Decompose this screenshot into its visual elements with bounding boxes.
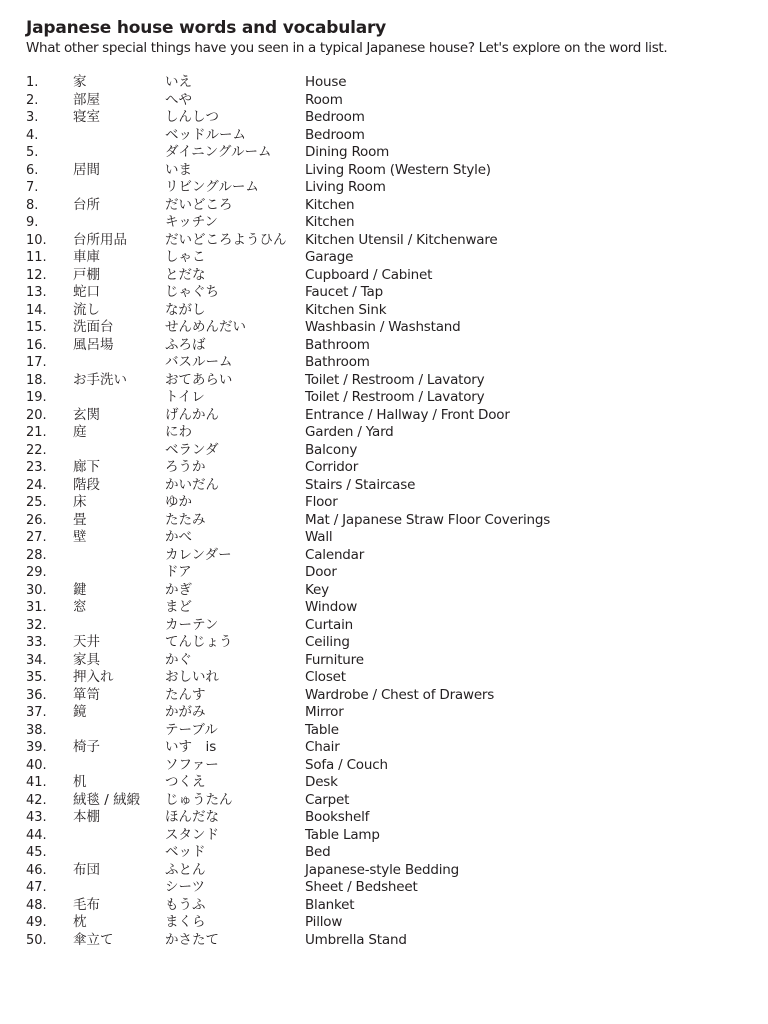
item-kana: しゃこ [165, 249, 206, 265]
item-kana: テーブル [165, 721, 218, 738]
item-kana: かぎ [165, 581, 192, 598]
item-english: Kitchen [305, 214, 355, 230]
item-kanji: 戸棚 [73, 266, 100, 283]
item-kana: いえ [165, 74, 192, 90]
item-kana: ベッド [165, 844, 206, 860]
list-item [0, 144, 768, 162]
item-english: Corridor [305, 459, 359, 475]
item-kana: げんかん [165, 406, 219, 423]
item-number: 49. [26, 915, 47, 930]
item-number: 40. [26, 757, 47, 773]
item-kanji: 天井 [73, 634, 100, 650]
item-number: 18. [26, 372, 47, 388]
item-number: 17. [26, 355, 47, 370]
item-kana: かさたて [165, 931, 219, 948]
item-number: 4. [26, 127, 39, 143]
item-number: 33. [26, 635, 47, 650]
list-item [0, 774, 768, 792]
list-item [0, 617, 768, 635]
list-item [0, 424, 768, 442]
item-english: Furniture [305, 651, 364, 668]
item-english: House [305, 74, 347, 90]
item-kanji: 玄関 [73, 406, 100, 423]
item-kanji: 押入れ [73, 669, 114, 685]
item-number: 16. [26, 337, 47, 353]
item-kana: かぐ [165, 651, 192, 668]
item-kana: ベッドルーム [165, 126, 246, 143]
list-item [0, 232, 768, 250]
list-item [0, 652, 768, 670]
item-kana: たんす [165, 686, 206, 703]
item-number: 31. [26, 600, 47, 615]
item-number: 3. [26, 110, 39, 125]
item-english: Balcony [305, 441, 358, 458]
item-english: Bedroom [305, 109, 365, 125]
item-kana: シーツ [165, 879, 205, 895]
item-kana: まくら [165, 914, 206, 930]
item-english: Blanket [305, 896, 355, 913]
item-english: Washbasin / Washstand [305, 319, 461, 335]
item-kana: スタンド [165, 826, 219, 843]
item-english: Sofa / Couch [305, 756, 388, 773]
list-item [0, 249, 768, 267]
list-item [0, 354, 768, 372]
list-item [0, 179, 768, 197]
item-number: 23. [26, 460, 47, 475]
item-english: Floor [305, 494, 338, 510]
list-item [0, 809, 768, 827]
item-kana: つくえ [165, 774, 206, 790]
item-number: 48. [26, 897, 47, 913]
list-item [0, 739, 768, 757]
item-english: Umbrella Stand [305, 931, 407, 948]
item-kana: おしいれ [165, 669, 219, 685]
list-item [0, 284, 768, 302]
list-item [0, 547, 768, 565]
item-kana: リビングルーム [165, 179, 259, 195]
item-number: 20. [26, 407, 47, 423]
item-number: 21. [26, 425, 47, 440]
list-item [0, 564, 768, 582]
list-item [0, 109, 768, 127]
item-kanji: 家 [73, 74, 87, 90]
list-item [0, 477, 768, 495]
item-kanji: 寝室 [73, 109, 100, 125]
item-kana: とだな [165, 266, 206, 283]
item-kanji: 鍵 [73, 581, 87, 598]
item-english: Curtain [305, 616, 354, 633]
item-kana: バスルーム [165, 354, 233, 370]
item-english: Dining Room [305, 144, 390, 160]
item-number: 34. [26, 652, 47, 668]
item-english: Chair [305, 739, 340, 755]
item-kanji: 畳 [73, 511, 87, 528]
item-english: Stairs / Staircase [305, 476, 416, 493]
list-item [0, 634, 768, 652]
item-kanji: 枕 [73, 914, 87, 930]
item-english: Toilet / Restroom / Lavatory [305, 371, 485, 388]
item-english: Table [305, 721, 339, 738]
item-english: Bed [305, 844, 331, 860]
list-item [0, 599, 768, 617]
item-kanji: 毛布 [73, 896, 100, 913]
page-subtitle: What other special things have you seen in a typical Japanese house? Let's explore on the word list. [26, 40, 668, 56]
list-item [0, 74, 768, 92]
item-english: Garden / Yard [305, 424, 394, 440]
item-kanji: 洗面台 [73, 319, 114, 335]
list-item [0, 214, 768, 232]
item-kana: しんしつ [165, 109, 219, 125]
item-kanji: 床 [73, 494, 87, 510]
item-number: 26. [26, 512, 47, 528]
item-kana: だいどころようひん [165, 231, 287, 248]
item-english: Wall [305, 529, 333, 545]
item-number: 41. [26, 775, 47, 790]
item-number: 27. [26, 530, 47, 545]
item-kana: ふろば [165, 336, 206, 353]
list-item [0, 687, 768, 705]
item-number: 19. [26, 390, 47, 405]
item-number: 39. [26, 740, 47, 755]
list-item [0, 897, 768, 915]
item-kana: かいだん [165, 476, 219, 493]
item-kana: いす is [165, 739, 217, 755]
item-english: Kitchen Utensil / Kitchenware [305, 231, 498, 248]
item-kana: キッチン [165, 214, 219, 230]
item-number: 9. [26, 215, 39, 230]
page-title: Japanese house words and vocabulary [26, 18, 387, 38]
list-item [0, 914, 768, 932]
item-english: Desk [305, 774, 338, 790]
item-kana: ほんだな [165, 809, 219, 825]
list-item [0, 302, 768, 320]
item-number: 43. [26, 810, 47, 825]
item-number: 8. [26, 197, 39, 213]
list-item [0, 407, 768, 425]
item-number: 50. [26, 932, 47, 948]
item-number: 45. [26, 845, 47, 860]
item-number: 25. [26, 495, 47, 510]
item-kanji: 台所 [73, 196, 100, 213]
item-number: 32. [26, 617, 47, 633]
item-number: 2. [26, 92, 39, 108]
item-number: 13. [26, 285, 47, 300]
list-item [0, 757, 768, 775]
item-english: Mat / Japanese Straw Floor Coverings [305, 511, 551, 528]
list-item [0, 704, 768, 722]
item-english: Closet [305, 669, 346, 685]
item-kana: ベランダ [165, 441, 219, 458]
item-kanji: 布団 [73, 861, 100, 878]
item-number: 12. [26, 267, 47, 283]
item-number: 37. [26, 705, 47, 720]
item-kana: かがみ [165, 704, 206, 720]
item-number: 47. [26, 880, 47, 895]
item-kana: だいどころ [165, 196, 233, 213]
item-kanji: 机 [73, 774, 87, 790]
item-kanji: 流し [73, 301, 100, 318]
item-kanji: 箪笥 [73, 686, 100, 703]
item-number: 38. [26, 722, 47, 738]
item-number: 46. [26, 862, 47, 878]
item-kanji: 部屋 [73, 91, 100, 108]
item-kana: おてあらい [165, 371, 233, 388]
item-number: 1. [26, 75, 39, 90]
item-number: 7. [26, 180, 39, 195]
item-english: Room [305, 91, 343, 108]
item-kana: ダイニングルーム [165, 144, 272, 160]
item-kanji: 絨毯 / 絨緞 [73, 791, 141, 808]
item-english: Key [305, 581, 329, 598]
item-number: 29. [26, 565, 47, 580]
item-kanji: 風呂場 [73, 336, 114, 353]
item-kana: じゃぐち [165, 284, 219, 300]
list-item [0, 827, 768, 845]
item-kanji: お手洗い [73, 371, 127, 388]
item-english: Kitchen Sink [305, 301, 387, 318]
item-english: Pillow [305, 914, 343, 930]
item-kana: ドア [165, 564, 192, 580]
list-item [0, 442, 768, 460]
list-item [0, 267, 768, 285]
item-kana: ソファー [165, 756, 219, 773]
item-kana: ろうか [165, 459, 206, 475]
item-kana: ふとん [165, 861, 206, 878]
item-english: Bookshelf [305, 809, 370, 825]
list-item [0, 197, 768, 215]
item-kanji: 階段 [73, 476, 100, 493]
item-english: Door [305, 564, 337, 580]
list-item [0, 494, 768, 512]
list-item [0, 844, 768, 862]
item-english: Living Room (Western Style) [305, 161, 491, 178]
item-kanji: 居間 [73, 161, 100, 178]
list-item [0, 127, 768, 145]
item-kanji: 壁 [73, 529, 87, 545]
item-number: 11. [26, 250, 47, 265]
list-item [0, 319, 768, 337]
item-kanji: 窓 [73, 599, 87, 615]
item-kana: もうふ [165, 896, 206, 913]
item-kanji: 本棚 [73, 809, 100, 825]
item-kana: にわ [165, 424, 192, 440]
list-item [0, 792, 768, 810]
item-english: Wardrobe / Chest of Drawers [305, 686, 495, 703]
item-english: Kitchen [305, 196, 355, 213]
item-kanji: 庭 [73, 424, 87, 440]
item-english: Ceiling [305, 634, 350, 650]
item-english: Living Room [305, 179, 386, 195]
item-number: 15. [26, 320, 47, 335]
item-english: Bathroom [305, 354, 370, 370]
item-english: Entrance / Hallway / Front Door [305, 406, 510, 423]
item-kanji: 家具 [73, 651, 100, 668]
item-english: Bedroom [305, 126, 365, 143]
list-item [0, 529, 768, 547]
list-item [0, 92, 768, 110]
item-english: Cupboard / Cabinet [305, 266, 433, 283]
vocabulary-list [0, 74, 768, 949]
item-kanji: 蛇口 [73, 284, 100, 300]
list-item [0, 722, 768, 740]
item-kana: トイレ [165, 389, 205, 405]
list-item [0, 862, 768, 880]
item-kana: カーテン [165, 616, 219, 633]
item-kanji: 傘立て [73, 931, 114, 948]
item-english: Calendar [305, 546, 365, 563]
list-item [0, 669, 768, 687]
item-number: 6. [26, 162, 39, 178]
item-kanji: 車庫 [73, 249, 100, 265]
item-english: Faucet / Tap [305, 284, 383, 300]
item-number: 44. [26, 827, 47, 843]
item-kana: まど [165, 599, 192, 615]
item-english: Mirror [305, 704, 344, 720]
list-item [0, 389, 768, 407]
item-english: Window [305, 599, 358, 615]
item-kanji: 鏡 [73, 704, 87, 720]
item-number: 24. [26, 477, 47, 493]
item-number: 36. [26, 687, 47, 703]
item-number: 35. [26, 670, 47, 685]
list-item [0, 582, 768, 600]
item-kana: てんじょう [165, 634, 233, 650]
item-english: Table Lamp [305, 826, 380, 843]
item-kana: ながし [165, 301, 206, 318]
item-english: Bathroom [305, 336, 370, 353]
list-item [0, 162, 768, 180]
item-kana: カレンダー [165, 546, 232, 563]
item-english: Toilet / Restroom / Lavatory [305, 389, 485, 405]
item-english: Garage [305, 249, 354, 265]
item-number: 28. [26, 547, 47, 563]
item-kana: へや [165, 91, 192, 108]
list-item [0, 372, 768, 390]
item-english: Japanese-style Bedding [305, 861, 460, 878]
item-number: 30. [26, 582, 47, 598]
item-number: 42. [26, 792, 47, 808]
list-item [0, 932, 768, 950]
list-item [0, 459, 768, 477]
list-item [0, 337, 768, 355]
item-english: Sheet / Bedsheet [305, 879, 418, 895]
item-number: 14. [26, 302, 47, 318]
item-kana: じゅうたん [165, 791, 233, 808]
item-kanji: 椅子 [73, 739, 100, 755]
item-number: 5. [26, 145, 39, 160]
list-item [0, 879, 768, 897]
item-kana: かべ [165, 529, 192, 545]
item-kanji: 台所用品 [73, 231, 127, 248]
item-kana: いま [165, 161, 192, 178]
item-number: 22. [26, 442, 47, 458]
item-kana: せんめんだい [165, 319, 246, 335]
list-item [0, 512, 768, 530]
item-kanji: 廊下 [73, 459, 100, 475]
item-kana: ゆか [165, 494, 192, 510]
item-number: 10. [26, 232, 47, 248]
item-kana: たたみ [165, 511, 206, 528]
item-english: Carpet [305, 791, 350, 808]
